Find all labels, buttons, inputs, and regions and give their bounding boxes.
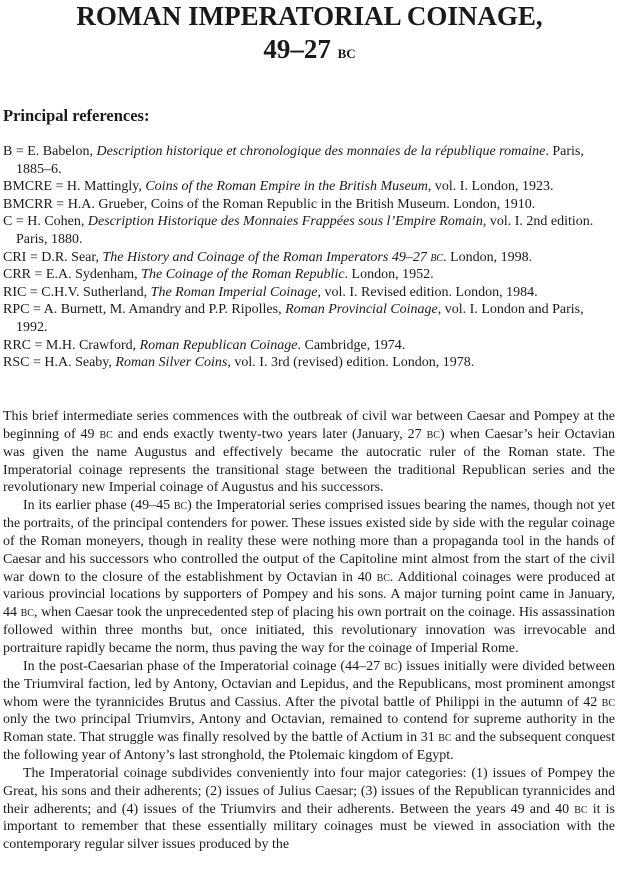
body-paragraph: [3, 765, 615, 854]
references-list: [3, 143, 615, 372]
body-text: [3, 408, 615, 854]
reference-item: [3, 249, 615, 267]
body-paragraph: [3, 497, 615, 658]
text-run: The Imperatorial coinage subdivides conveniently into four major categories: (1) issues of Pompey the Great, his sons and their adherents; (2) issues of Julius Caesar; (3) issues of the Republican tyrannicides and their adherents; and (4) issues of the Triumvirs and their adherents. Between the years 49 and 40: [3, 765, 615, 817]
reference-suffix: , vol. I. 2nd edition. Paris, 1880.: [16, 214, 594, 247]
reference-prefix: RPC = A. Burnett, M. Amandry and P.P. Ripolles,: [3, 302, 286, 318]
reference-suffix: . London, 1998.: [443, 249, 533, 265]
reference-item: [3, 337, 615, 355]
reference-title: The History and Coinage of the Roman Imperators 49–27: [102, 249, 431, 265]
era-abbreviation: bc: [20, 605, 34, 621]
reference-prefix: C = H. Cohen,: [3, 214, 88, 230]
reference-item: [3, 196, 615, 214]
title-line-1: ROMAN IMPERATORIAL COINAGE,: [76, 1, 543, 31]
text-run: In its earlier phase (49–45: [23, 498, 174, 514]
reference-prefix: BMCRR = H.A. Grueber, Coins of the Roman Republic in the British Museum. London, 1910.: [3, 196, 536, 212]
reference-item: [3, 354, 615, 372]
page-title: [0, 0, 619, 33]
era-abbreviation: bc: [574, 801, 588, 817]
reference-title: The Coinage of the Roman Republic: [141, 267, 345, 283]
reference-suffix: . Paris, 1885–6.: [16, 144, 584, 177]
era-abbreviation: bc: [438, 730, 452, 746]
text-run: ) issues initially were divided between the Triumviral faction, led by Antony, Octavian and Lepidus, and the Republicans, most prominent amongst whom were the tyrannicides Brutus and Cassius. After the pivotal battle of Philippi in the autumn of 42: [3, 658, 615, 710]
text-run: . Additional coinages were produced at various provincial locations by supporters of Pompey and his sons. A major turning point came in January, 44: [3, 569, 615, 621]
reference-title-era: bc: [430, 249, 444, 265]
reference-title: Roman Silver Coins: [115, 355, 228, 371]
reference-suffix: . Cambridge, 1974.: [297, 337, 406, 353]
reference-title: Coins of the Roman Empire in the British Museum: [145, 179, 428, 195]
reference-title: Description historique et chronologique des monnaies de la république romaine: [96, 144, 546, 159]
era-abbreviation: bc: [376, 569, 390, 585]
reference-item: [3, 143, 615, 178]
reference-title: Roman Republican Coinage: [139, 337, 298, 353]
reference-prefix: RSC = H.A. Seaby,: [3, 355, 116, 371]
reference-suffix: , vol. I. London, 1923.: [427, 179, 554, 195]
text-run: ) when Caesar’s heir Octavian was given the name Augustus and effectively became the autocratic ruler of the Roman state. The Imperatorial coinage represents the transitional stage between the traditional Republican series and the revolutionary new Imperial coinage of Augustus and his successors.: [3, 426, 616, 496]
text-run: In the post-Caesarian phase of the Imperatorial coinage (44–27: [23, 658, 385, 674]
era-abbreviation: bc: [99, 426, 113, 442]
reference-item: [3, 213, 615, 248]
page-title-dates: [0, 33, 619, 69]
title-years: 49–27: [263, 34, 331, 64]
reference-title: Description Historique des Monnaies Frappées sous l’Empire Romain: [87, 214, 483, 230]
text-run: ) the Imperatorial series comprised issues bearing the names, though not yet the portraits, of the principal contenders for power. These issues existed side by side with the regular coinage of the Roman moneyers, though in reality these were nothing more than a propaganda tool in the hands of Caesar and his successors who controlled the output of the Capitoline mint almost from the start of the civil war down to the closure of the establishment by Octavian in 40: [3, 498, 615, 585]
reference-item: [3, 266, 615, 284]
reference-prefix: B = E. Babelon,: [3, 144, 97, 159]
reference-title: The Roman Imperial Coinage: [150, 284, 318, 300]
reference-title: Roman Provincial Coinage: [285, 302, 438, 318]
text-run: This brief intermediate series commences with the outbreak of civil war between Caesar and Pompey at the beginning of 49: [3, 409, 615, 442]
era-abbreviation: bc: [384, 658, 398, 674]
era-abbreviation: bc: [601, 694, 615, 710]
era-abbreviation: bc: [173, 498, 188, 514]
reference-suffix: , vol. I. 3rd (revised) edition. London, 1978.: [227, 355, 475, 371]
text-run: only the two principal Triumvirs, Antony and Octavian, remained to contend for supreme authority in the Roman state. That struggle was finally resolved by the battle of Actium in 31: [3, 712, 615, 746]
reference-item: [3, 284, 615, 302]
references-heading: Principal references:: [3, 106, 150, 125]
reference-suffix: , vol. I. London and Paris, 1992.: [16, 302, 584, 335]
text-run: , when Caesar took the unprecedented step of placing his own portrait on the coinage. His assassination followed within three months but, once initiated, this revolutionary innovation was irrevocable and portraiture rapidly became the norm, thus paving the way for the coinage of Imperial Rome.: [3, 605, 615, 656]
reference-item: [3, 178, 615, 196]
reference-suffix: , vol. I. Revised edition. London, 1984.: [317, 284, 538, 300]
text-run: and ends exactly twenty-two years later (January, 27: [112, 426, 427, 442]
text-run: it is important to remember that these essentially military coinages must be viewed in association with the contemporary regular silver issues produced by the: [3, 801, 615, 853]
reference-prefix: CRR = E.A. Sydenham,: [3, 267, 142, 283]
text-run: and the subsequent conquest the following year of Antony’s last stronghold, the Ptolemaic kingdom of Egypt.: [3, 730, 615, 764]
body-paragraph: [3, 658, 615, 765]
body-paragraph: [3, 408, 615, 497]
reference-item: [3, 301, 615, 336]
era-abbreviation: bc: [426, 426, 440, 442]
reference-suffix: . London, 1952.: [344, 267, 434, 283]
reference-prefix: RIC = C.H.V. Sutherland,: [3, 284, 151, 300]
title-era: bc: [337, 42, 356, 63]
reference-prefix: CRI = D.R. Sear,: [3, 249, 103, 265]
reference-prefix: RRC = M.H. Crawford,: [3, 337, 140, 353]
reference-prefix: BMCRE = H. Mattingly,: [3, 179, 146, 195]
